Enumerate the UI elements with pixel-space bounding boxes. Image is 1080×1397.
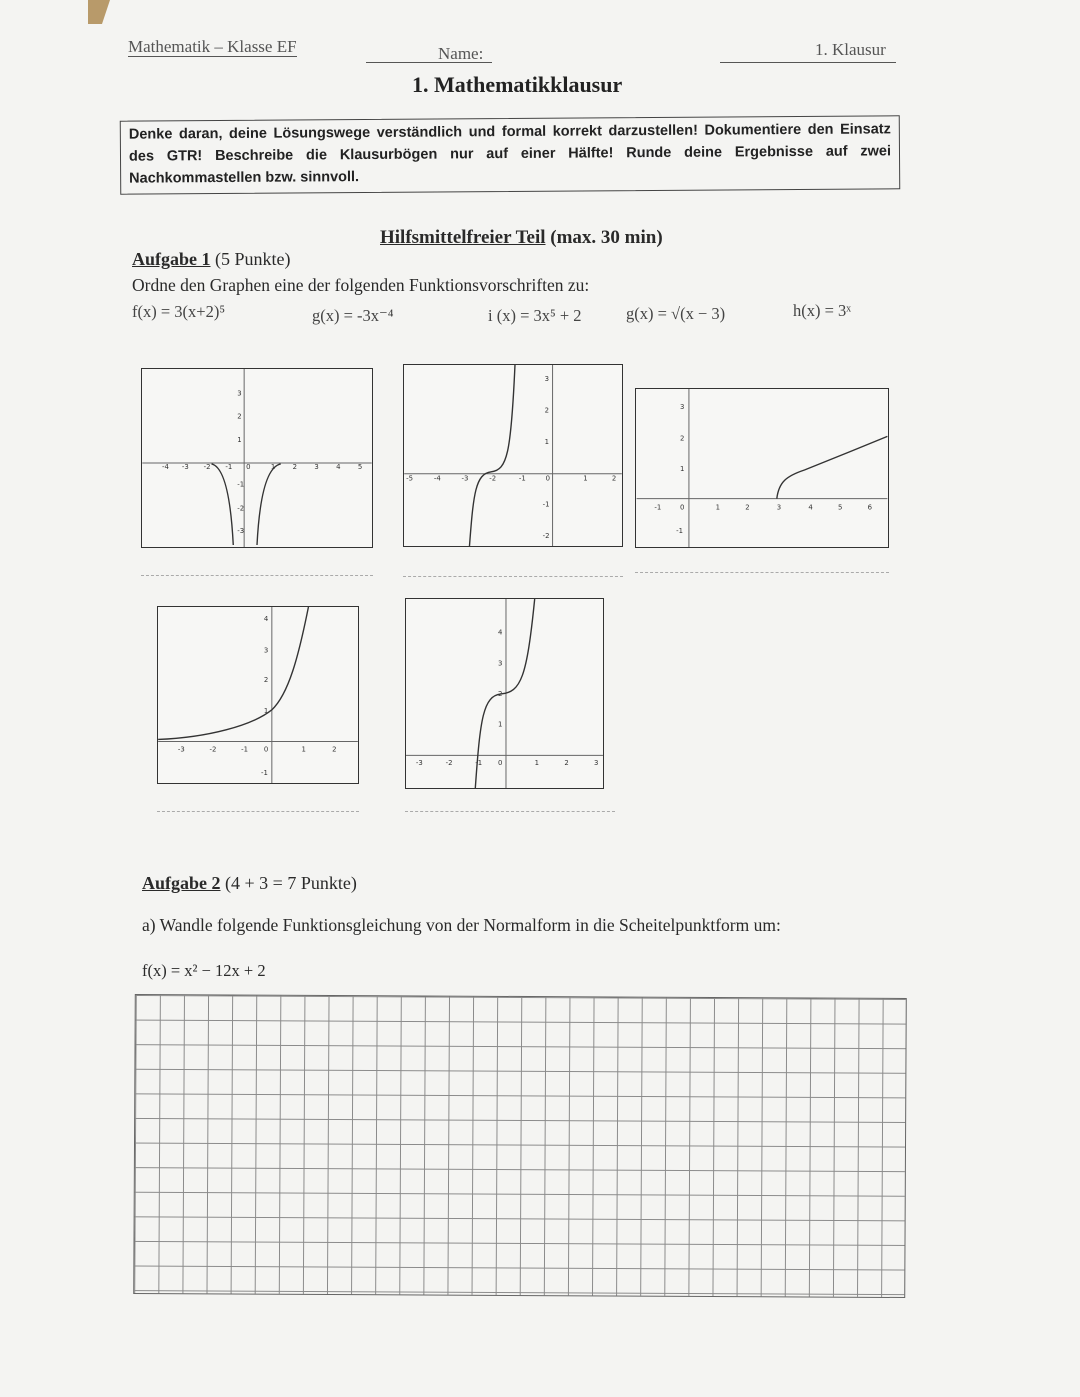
x-tick: 1 — [534, 759, 540, 768]
y-tick: -2 — [542, 532, 550, 541]
y-tick: 3 — [237, 389, 242, 398]
task1-heading — [132, 249, 291, 270]
x-tick: 6 — [867, 503, 873, 512]
task1-title: Aufgabe 1 — [132, 249, 211, 269]
y-tick: 1 — [237, 436, 242, 445]
y-tick: -3 — [237, 527, 245, 536]
x-tick: -3 — [177, 745, 185, 754]
x-tick: 0 — [498, 759, 503, 768]
task2-part-a: a) Wandle folgende Funktionsgleichung von der Normalform in die Scheitelpunktform um: — [142, 915, 781, 935]
curve — [469, 365, 514, 546]
task1-points: (5 Punkte) — [215, 249, 291, 269]
x-tick: -2 — [445, 759, 453, 768]
y-tick: 2 — [498, 689, 503, 698]
x-tick: -1 — [518, 474, 526, 483]
y-tick: -1 — [237, 480, 245, 489]
x-tick: 4 — [336, 462, 341, 471]
y-tick: -1 — [676, 527, 683, 536]
x-tick: 2 — [332, 745, 337, 754]
section-title: Hilfsmittelfreier Teil — [380, 227, 546, 248]
x-tick: -1 — [225, 462, 233, 471]
graph-5 — [405, 598, 604, 789]
x-tick: -3 — [181, 462, 189, 471]
x-tick: -2 — [203, 462, 211, 471]
graph-4 — [157, 606, 359, 784]
function-f: f(x) = 3(x+2)⁵ — [132, 302, 226, 321]
graph-3-plot — [636, 389, 888, 547]
y-tick: 3 — [544, 374, 550, 383]
y-tick: 2 — [680, 434, 685, 443]
x-tick: 2 — [611, 474, 617, 483]
x-tick: 1 — [583, 474, 588, 483]
answer-grid[interactable] — [133, 994, 907, 1298]
function-g-power: g(x) = -3x⁻⁴ — [312, 306, 394, 325]
graph-3 — [635, 388, 889, 548]
y-tick: 1 — [263, 706, 269, 715]
name-label: Name: — [438, 44, 484, 63]
y-tick: 1 — [498, 720, 503, 729]
answer-line-2 — [403, 576, 623, 577]
y-tick: 2 — [237, 412, 242, 421]
x-tick: -1 — [654, 503, 662, 512]
answer-line-4 — [157, 811, 359, 812]
y-tick: 1 — [680, 464, 685, 473]
answer-line-1 — [141, 575, 373, 576]
y-tick: -1 — [542, 500, 550, 509]
y-tick: 3 — [680, 402, 685, 411]
x-tick: -1 — [475, 759, 483, 768]
x-tick: -4 — [433, 474, 441, 483]
graph-2-plot — [404, 365, 622, 546]
task2-heading — [142, 873, 357, 894]
x-tick: 2 — [292, 462, 298, 471]
y-tick: -1 — [260, 769, 268, 778]
curve — [158, 607, 308, 739]
task2-points: (4 + 3 = 7 Punkte) — [225, 873, 357, 893]
graph-1-plot — [142, 369, 372, 547]
y-tick: 2 — [544, 406, 550, 415]
function-g-root: g(x) = √(x − 3) — [626, 304, 726, 323]
x-tick: 4 — [808, 503, 813, 512]
subject-label — [128, 37, 297, 57]
function-i: i (x) = 3x⁵ + 2 — [488, 306, 582, 325]
y-tick: 4 — [498, 628, 503, 637]
x-tick: -4 — [162, 462, 169, 471]
curve — [777, 436, 888, 498]
section-note: (max. 30 min) — [550, 227, 663, 248]
page-corner-mark — [88, 0, 110, 24]
exam-line — [720, 62, 896, 63]
task2-equation: f(x) = x² − 12x + 2 — [142, 961, 266, 980]
x-tick: 0 — [680, 503, 685, 512]
x-tick: -3 — [415, 759, 423, 768]
task2-title: Aufgabe 2 — [142, 873, 221, 893]
exam-label: 1. Klausur — [815, 40, 886, 59]
function-h: h(x) = 3ˣ — [793, 301, 852, 320]
y-tick: 4 — [263, 614, 269, 623]
x-tick: -2 — [489, 474, 497, 483]
x-tick: -5 — [406, 474, 414, 483]
x-tick: -3 — [461, 474, 469, 483]
graph-4-plot — [158, 607, 358, 783]
x-tick: 3 — [314, 462, 319, 471]
x-tick: 2 — [745, 503, 750, 512]
x-tick: 2 — [564, 759, 569, 768]
curve-left-branch — [212, 464, 234, 545]
x-tick: 1 — [301, 745, 306, 754]
page-title: 1. Mathematikklausur — [412, 72, 623, 97]
graph-2 — [403, 364, 623, 547]
subject-text: Mathematik – Klasse EF — [128, 37, 297, 56]
graph-1 — [141, 368, 373, 548]
curve — [475, 599, 534, 788]
x-tick: -2 — [209, 745, 217, 754]
y-tick: -2 — [237, 504, 245, 513]
x-tick: 1 — [715, 503, 720, 512]
x-tick: 3 — [594, 759, 599, 768]
instructions-box: Denke daran, deine Lösungswege verständlich und formal korrekt darzustellen! Dokumentiere den Einsatz des GTR! Beschreibe die Klausurbögen nur auf einer Hälfte! Runde deine Ergebnisse auf zwei Nachkommastellen bzw. sinnvoll. — [120, 115, 900, 194]
answer-line-5 — [405, 811, 615, 812]
x-tick: 1 — [270, 462, 276, 471]
y-tick: 1 — [544, 438, 550, 447]
y-tick: 3 — [263, 646, 269, 655]
section-heading — [380, 227, 663, 249]
x-tick: -1 — [241, 745, 249, 754]
x-tick: 5 — [838, 503, 843, 512]
x-tick: 5 — [357, 462, 363, 471]
y-tick: 2 — [263, 676, 269, 685]
x-tick: 3 — [776, 503, 782, 512]
x-tick: 0 — [246, 462, 251, 471]
x-tick: 0 — [263, 745, 269, 754]
y-tick: 3 — [498, 659, 503, 668]
graph-5-plot — [406, 599, 603, 788]
answer-line-3 — [635, 572, 889, 573]
curve-right-branch — [257, 464, 281, 545]
task1-instruction: Ordne den Graphen eine der folgenden Funktionsvorschriften zu: — [132, 275, 590, 295]
x-tick: 0 — [545, 474, 551, 483]
